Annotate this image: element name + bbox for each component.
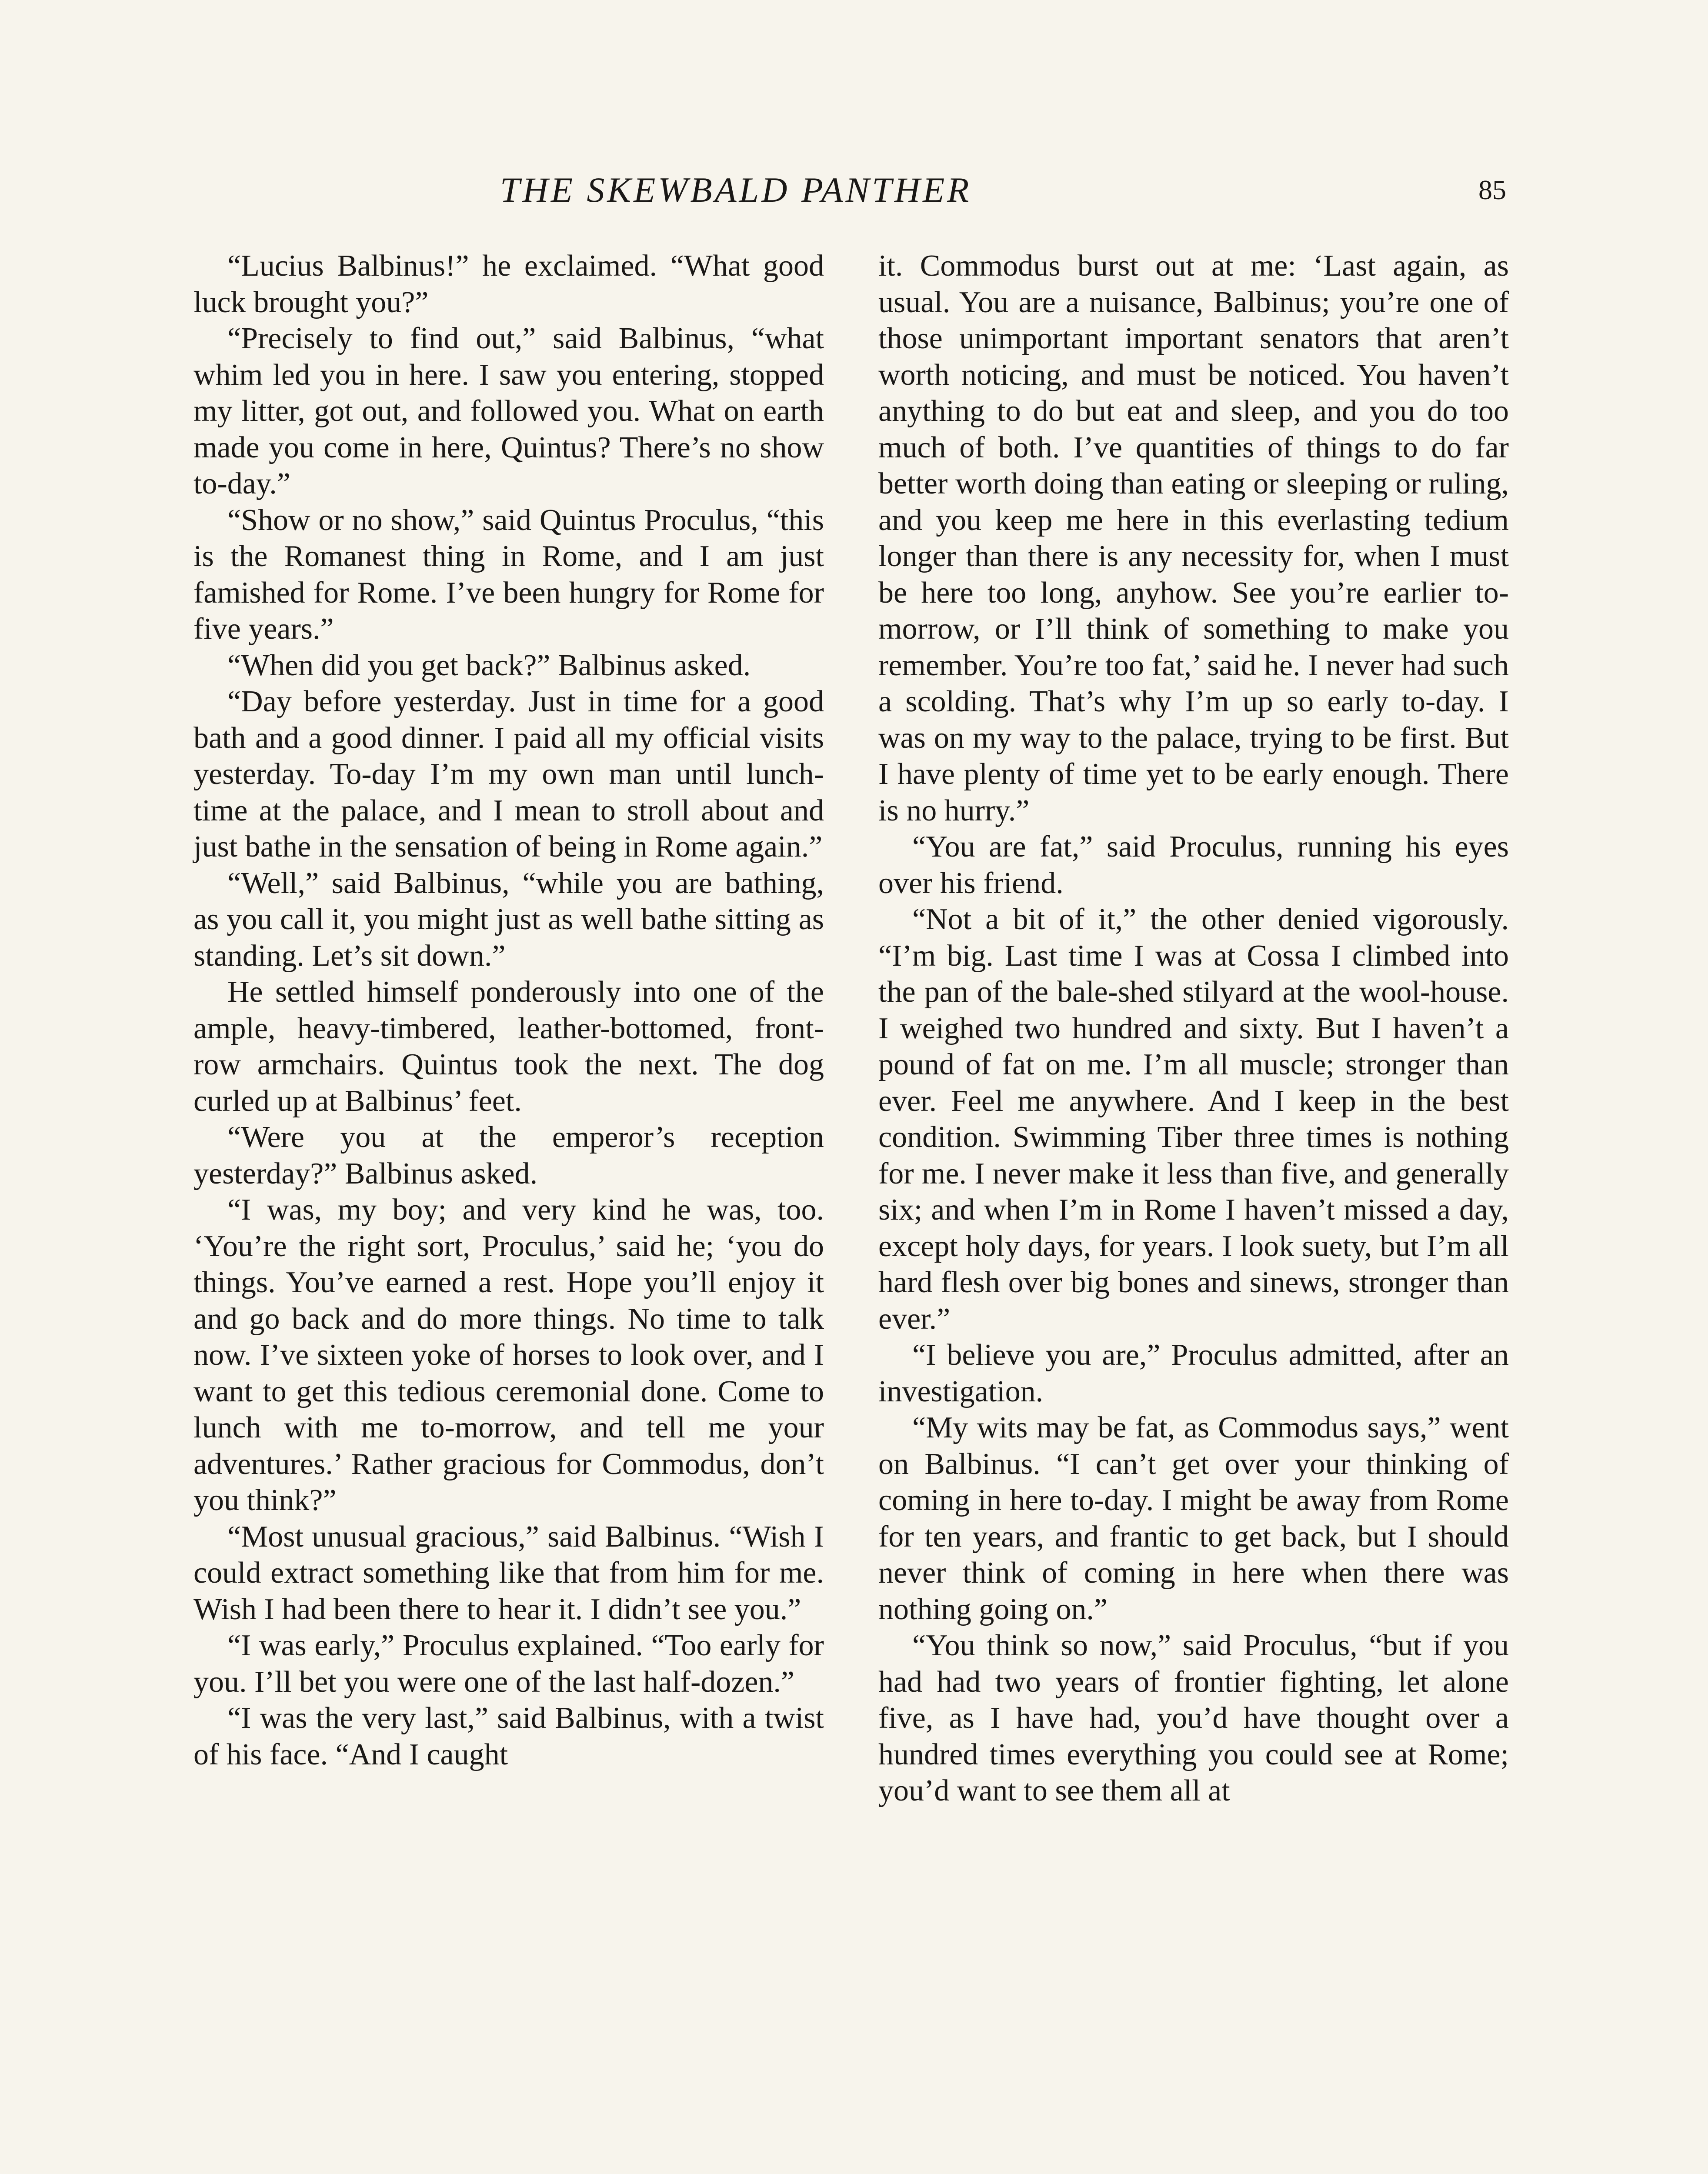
paragraph: “Well,” said Balbinus, “while you are bathing, as you call it, you might just as well bathe sitting as standing. Let’s sit down.”	[193, 866, 824, 973]
running-header	[0, 165, 1708, 217]
page-number: 85	[1478, 174, 1506, 205]
left-column	[193, 248, 824, 1773]
paragraph: He settled himself ponderously into one of the ample, heavy-timbered, leather-bottomed, front-row armchairs. Quintus took the next. The dog curled up at Balbinus’ feet.	[193, 975, 824, 1118]
paragraph: “Most unusual gracious,” said Balbinus. “Wish I could extract something like that from him for me. Wish I had been there to hear it. I didn’t see you.”	[193, 1520, 824, 1626]
paragraph: “I was early,” Proculus explained. “Too early for you. I’ll bet you were one of the last half-dozen.”	[193, 1629, 824, 1699]
paragraph: “I believe you are,” Proculus admitted, after an investigation.	[878, 1338, 1509, 1408]
paragraph: “I was the very last,” said Balbinus, with a twist of his face. “And I caught	[193, 1701, 824, 1771]
paragraph: “I was, my boy; and very kind he was, too. ‘You’re the right sort, Proculus,’ said he; ‘you do things. You’ve earned a rest. Hope you’ll enjoy it and go back and do more things. No time to talk now. I’ve sixteen yoke of horses to look over, and I want to get this tedious ceremonial done. Come to lunch with me to-morrow, and tell me your adventures.’ Rather gracious for Commodus, don’t you think?”	[193, 1193, 824, 1517]
paragraph: “Not a bit of it,” the other denied vigorously. “I’m big. Last time I was at Cossa I climbed into the pan of the bale-shed stilyard at the wool-house. I weighed two hundred and sixty. But I haven’t a pound of fat on me. I’m all muscle; stronger than ever. Feel me anywhere. And I keep in the best condition. Swimming Tiber three times is nothing for me. I never make it less than five, and generally six; and when I’m in Rome I haven’t missed a day, except holy days, for years. I look suety, but I’m all hard flesh over big bones and sinews, stronger than ever.”	[878, 903, 1509, 1336]
paragraph: “Day before yesterday. Just in time for a good bath and a good dinner. I paid all my official visits yesterday. To-day I’m my own man until lunch-time at the palace, and I mean to stroll about and just bathe in the sensation of being in Rome again.”	[193, 685, 824, 864]
paragraph: “Show or no show,” said Quintus Proculus, “this is the Romanest thing in Rome, and I am just famished for Rome. I’ve been hungry for Rome for five years.”	[193, 503, 824, 646]
paragraph: “Lucius Balbinus!” he exclaimed. “What good luck brought you?”	[193, 249, 824, 319]
paragraph: “You think so now,” said Proculus, “but if you had had two years of frontier fighting, let alone five, as I have had, you’d have thought over a hundred times everything you could see at Rome; you’d want to see them all at	[878, 1629, 1509, 1807]
paragraph-continued: it. Commodus burst out at me: ‘Last again, as usual. You are a nuisance, Balbinus; you’re one of those unimportant important senators that aren’t worth noticing, and must be noticed. You haven’t anything to do but eat and sleep, and you do too much of both. I’ve quantities of things to do far better worth doing than eating or sleeping or ruling, and you keep me here in this everlasting tedium longer than there is any necessity for, when I must be here too long, anyhow. See you’re earlier to-morrow, or I’ll think of something to make you remember. You’re too fat,’ said he. I never had such a scolding. That’s why I’m up so early to-day. I was on my way to the palace, trying to be first. But I have plenty of time yet to be early enough. There is no hurry.”	[878, 249, 1509, 827]
paragraph: “When did you get back?” Balbinus asked.	[227, 648, 751, 682]
right-column	[878, 248, 1509, 1809]
paragraph: “You are fat,” said Proculus, running his eyes over his friend.	[878, 830, 1509, 900]
paragraph: “Precisely to find out,” said Balbinus, “what whim led you in here. I saw you entering, stopped my litter, got out, and followed you. What on earth made you come in here, Quintus? There’s no show to-day.”	[193, 322, 824, 500]
paragraph: “My wits may be fat, as Commodus says,” went on Balbinus. “I can’t get over your thinking of coming in here to-day. I might be away from Rome for ten years, and frantic to get back, but I should never think of coming in here when there was nothing going on.”	[878, 1411, 1509, 1626]
paragraph: “Were you at the emperor’s reception yesterday?” Balbinus asked.	[193, 1120, 824, 1190]
running-title: THE SKEWBALD PANTHER	[500, 170, 972, 210]
